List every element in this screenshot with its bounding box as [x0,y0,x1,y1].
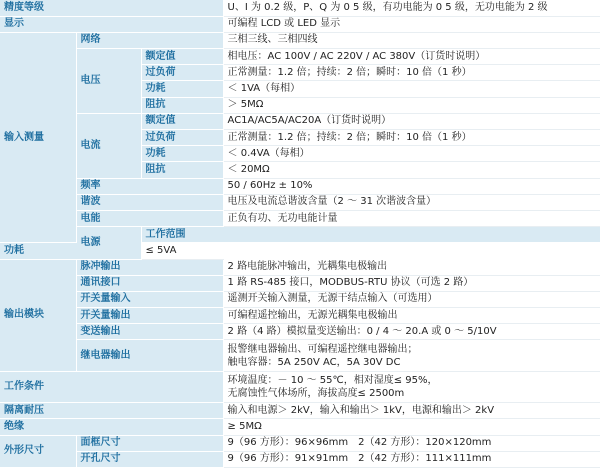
row-power-range [0,227,600,243]
row-frequency [0,178,600,194]
row-environment [0,371,600,402]
row-display [0,16,600,32]
c-impedance-value: ＜ 20MΩ [223,162,600,178]
transmit-value: 2 路（4 路）模拟量变送输出：0 / 4 ～ 20.A 或 0 ～ 5/10V [223,324,600,340]
v-rated-value: 相电压：AC 100V / AC 220V / AC 380V（订货时说明） [223,49,600,65]
env-line-2: 无腐蚀性气体场所，海拔高度≤ 2500m [227,387,405,399]
freq-label: 频率 [76,178,223,194]
insulation-value: ≥ 5MΩ [223,419,600,435]
v-rated-label: 额定值 [141,49,223,65]
row-transmit [0,324,600,340]
consumption-value: ≤ 5VA [141,243,223,259]
switch-in-label: 开关量输入 [76,291,223,307]
row-switch-in [0,291,600,307]
current-label: 电流 [76,113,141,178]
v-impedance-value: ＞ 5MΩ [223,97,600,113]
panel-value: 9（96 方形）：96×96mm 2（42 方形）：120×120mm [223,435,600,451]
c-overload-label: 过负荷 [141,130,223,146]
dims-label: 外形尺寸 [0,435,76,467]
row-switch-out [0,308,600,324]
row-network [0,32,600,48]
v-impedance-label: 阻抗 [141,97,223,113]
row-relay [0,340,600,371]
comm-label: 通讯接口 [76,275,223,291]
v-overload-label: 过负荷 [141,65,223,81]
display-value: 可编程 LCD 或 LED 显示 [223,16,600,32]
row-v-rated [0,49,600,65]
c-rated-value: AC1A/AC5A/AC20A（订货时说明） [223,113,600,129]
c-power-value: ＜ 0.4VA（每相） [223,146,600,162]
measure-label: 输入测量 [0,32,76,242]
display-label: 显示 [0,16,223,32]
row-insulation [0,419,600,435]
v-overload-value: 正常测量：1.2 倍；持续：2 倍；瞬时：10 倍（1 秒） [223,65,600,81]
row-pulse [0,259,600,275]
output-label: 输出模块 [0,259,76,371]
env-value [223,371,600,402]
relay-line-2: 触电容器：5A 250V AC，5A 30V DC [227,356,401,368]
freq-value: 50 / 60Hz ± 10% [223,178,600,194]
voltage-label: 电压 [76,49,141,114]
relay-value [223,340,600,371]
insulation-label: 绝缘 [0,419,223,435]
c-rated-label: 额定值 [141,113,223,129]
cutout-value: 9（96 方形）：91×91mm 2（42 方形）：111×111mm [223,451,600,467]
relay-line-1: 报警继电器输出、可编程遥控继电器输出； [227,343,418,355]
row-cutout [0,451,600,467]
c-overload-value: 正常测量：1.2 倍；持续：2 倍；瞬时：10 倍（1 秒） [223,130,600,146]
energy-label: 电能 [76,210,223,226]
comm-value: 1 路 RS-485 接口，MODBUS-RTU 协议（可选 2 路） [223,275,600,291]
row-energy [0,210,600,226]
accuracy-value: U、I 为 0.2 级，P、Q 为 0 5 级，有功电能为 0 5 级，无功电能为 2 级 [223,0,600,16]
c-power-label: 功耗 [141,146,223,162]
row-panel [0,435,600,451]
row-comm [0,275,600,291]
panel-label: 面框尺寸 [76,435,223,451]
network-label: 网络 [76,32,223,48]
v-power-value: ＜ 1VA（每相） [223,81,600,97]
cutout-label: 开孔尺寸 [76,451,223,467]
pulse-value: 2 路电能脉冲输出，光耦集电极输出 [223,259,600,275]
switch-in-value: 遥测开关输入测量，无源干结点输入（可选用） [223,291,600,307]
energy-value: 正负有功、无功电能计量 [223,210,600,226]
accuracy-label: 精度等级 [0,0,223,16]
c-impedance-label: 阻抗 [141,162,223,178]
env-label: 工作条件 [0,371,223,402]
pulse-label: 脉冲输出 [76,259,223,275]
range-label: 工作范围 [141,227,600,243]
env-line-1: 环境温度：－ 10 ～ 55℃，相对湿度≤ 95%， [227,374,438,386]
row-isolation [0,403,600,419]
switch-out-label: 开关量输出 [76,308,223,324]
switch-out-value: 可编程遥控输出，无源光耦集电极输出 [223,308,600,324]
v-power-label: 功耗 [141,81,223,97]
consumption-label: 功耗 [0,243,141,259]
power-label: 电源 [76,227,141,259]
network-value: 三相三线、三相四线 [223,32,600,48]
isolation-value: 输入和电源＞ 2kV，输入和输出＞ 1kV，电源和输出＞ 2kV [223,403,600,419]
harmonic-label: 谐波 [76,194,223,210]
relay-label: 继电器输出 [76,340,223,371]
row-harmonic [0,194,600,210]
harmonic-value: 电压及电流总谐波含量（2 ～ 31 次谐波含量） [223,194,600,210]
row-accuracy [0,0,600,16]
transmit-label: 变送输出 [76,324,223,340]
isolation-label: 隔离耐压 [0,403,223,419]
row-c-rated [0,113,600,129]
